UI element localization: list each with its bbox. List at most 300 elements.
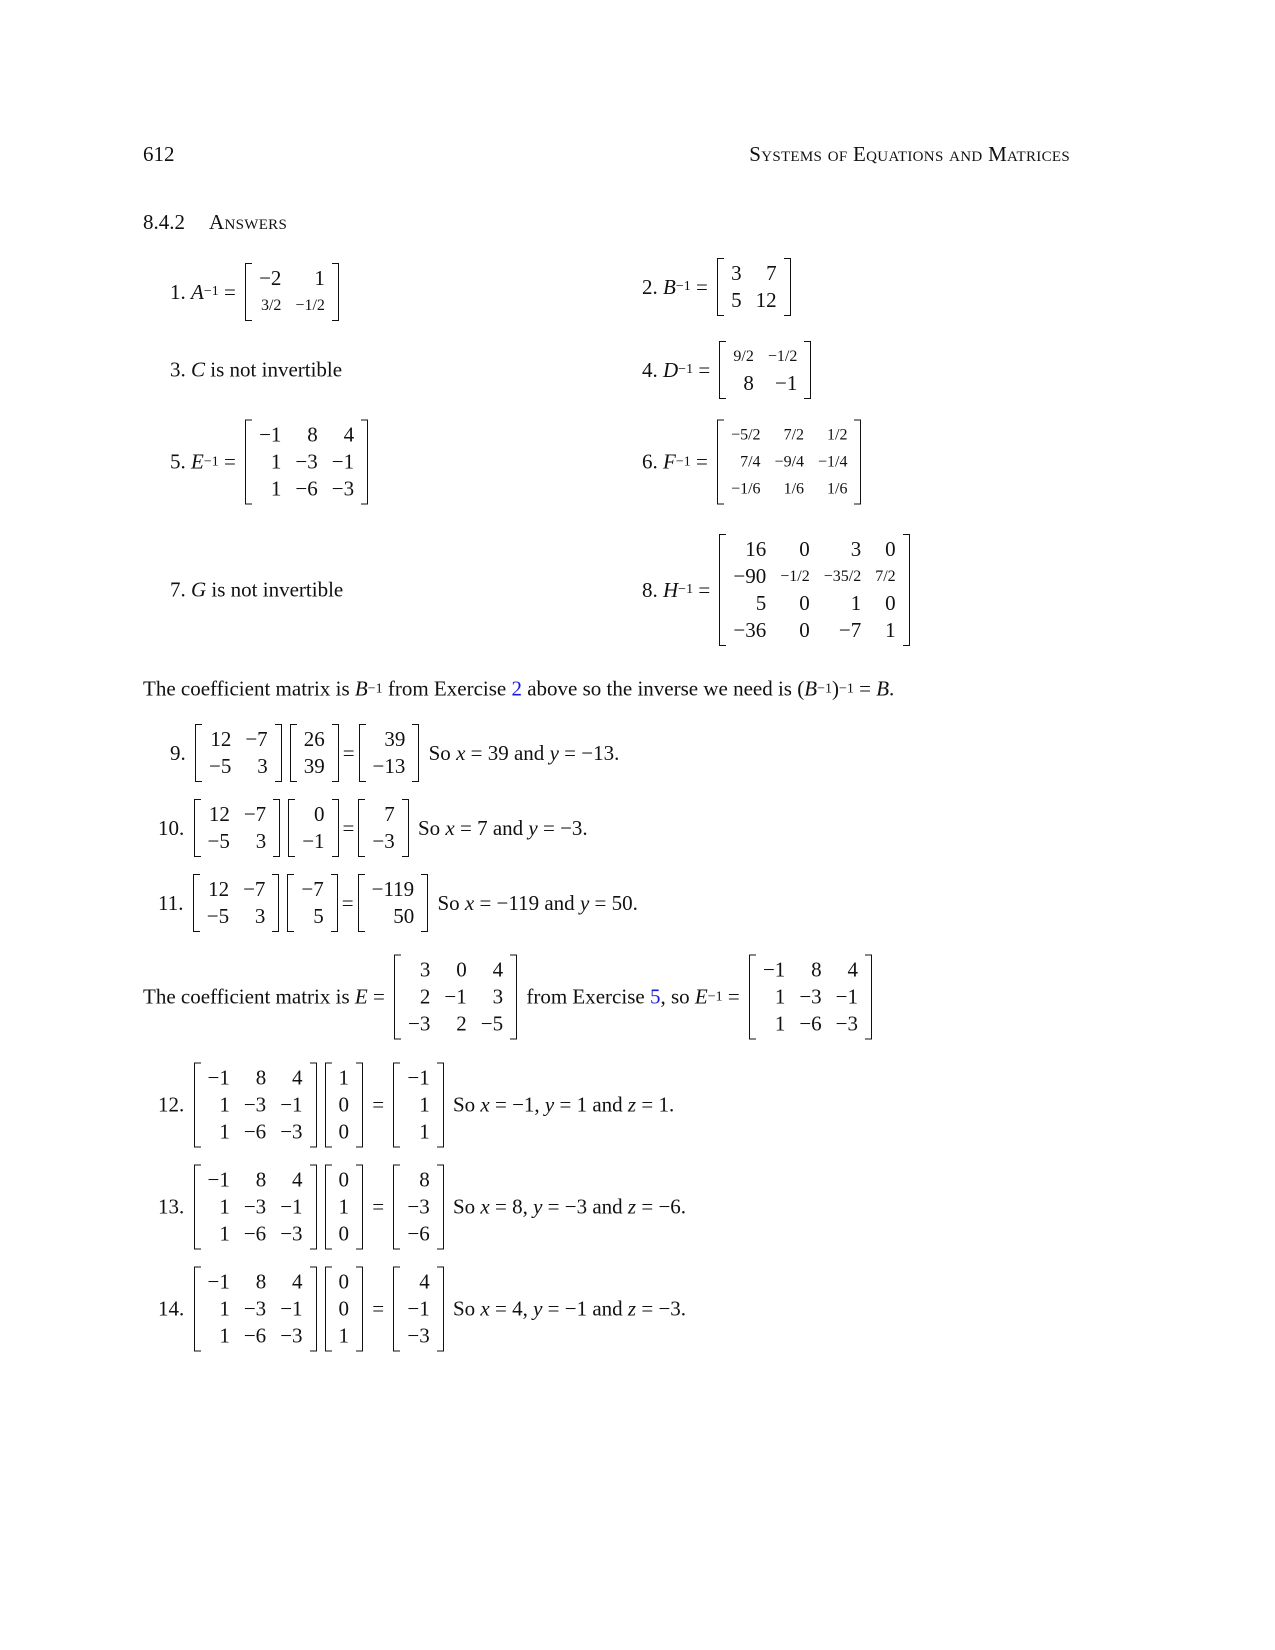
matrix-body: [724, 260, 784, 314]
left-bracket: [287, 874, 294, 932]
matrix-entry: −6: [407, 1221, 430, 1246]
matrix-entry: −3: [407, 1194, 430, 1219]
matrix-fraction-entry: −1/2: [780, 568, 810, 585]
matrix-entry: −6: [243, 1323, 267, 1348]
matrix-row: [252, 422, 361, 449]
math-variable: E: [191, 449, 204, 474]
matrix-row: [252, 265, 332, 292]
matrix-entry: 0: [885, 537, 896, 561]
left-bracket: [325, 1165, 332, 1250]
matrix-entry: −36: [733, 618, 767, 642]
matrix-entry: 0: [338, 1092, 350, 1117]
matrix-body: [756, 957, 865, 1038]
text: , so: [660, 984, 695, 1009]
matrix-row: [202, 726, 275, 753]
left-bracket: [719, 534, 726, 646]
matrix-entry: 39: [384, 727, 406, 751]
matrix: [325, 1267, 364, 1352]
left-bracket: [325, 1063, 332, 1148]
matrix-body: [294, 876, 330, 930]
matrix-fraction-entry: 3/2: [260, 297, 282, 314]
item-label: 6.: [642, 449, 663, 474]
matrix-entry: 1: [338, 1323, 350, 1348]
matrix-fraction-entry: −9/4: [774, 453, 805, 471]
matrix-entry: 4: [847, 957, 858, 982]
text: =: [367, 1296, 390, 1321]
matrix-entry: −3: [295, 449, 318, 474]
text: = 39 and: [465, 740, 550, 765]
matrix-body: [400, 1167, 436, 1248]
matrix: [290, 724, 339, 782]
item-label: 2.: [642, 274, 663, 299]
matrix-entry: 4: [419, 1269, 430, 1294]
left-bracket: [394, 955, 401, 1040]
matrix-row: [724, 476, 854, 503]
answer-8: 8. H −1 = 16 0 3 0 −90 −1/2 −35/2 7/2 5 0 1 0 −36 0 −7 1: [642, 534, 914, 646]
matrix-row: [366, 753, 413, 780]
matrix-body: [365, 876, 422, 930]
answer-6: 6. F −1 = −5/2 7/2 1/2 7/4 −9/4 −1/4 −1/6 1/6 1/6: [642, 420, 865, 505]
matrix: [393, 1063, 443, 1148]
item-label: 11.: [158, 890, 189, 915]
math-variable: B: [876, 676, 890, 701]
matrix-entry: −3: [407, 1323, 430, 1348]
right-bracket: [332, 724, 339, 782]
text: =: [218, 279, 242, 304]
text: = 7 and: [454, 815, 529, 840]
matrix-row: [332, 1269, 357, 1296]
matrix-row: [400, 1269, 436, 1296]
matrix: [393, 1267, 443, 1352]
matrix-body: [724, 422, 854, 503]
matrix-entry: 1: [219, 1119, 230, 1144]
right-bracket: [361, 420, 368, 505]
answer-1: 1. A −1 = −2 1 3/2 −1/2: [170, 263, 343, 321]
matrix-row: [756, 984, 865, 1011]
text: ): [831, 676, 839, 701]
matrix-row: [297, 753, 332, 780]
matrix-entry: 1: [774, 1011, 786, 1036]
matrix-row: [726, 617, 902, 644]
matrix-entry: 1: [850, 591, 862, 615]
matrix-body: [297, 726, 332, 780]
matrix: [287, 874, 337, 932]
matrix: [717, 258, 791, 316]
matrix-entry: 26: [303, 727, 325, 751]
math-variable: B: [354, 676, 368, 701]
matrix-entry: −3: [372, 829, 395, 853]
matrix-entry: 4: [292, 1167, 303, 1192]
matrix-row: [295, 828, 331, 855]
math-variable: A: [191, 279, 204, 304]
matrix-entry: −1: [280, 1296, 303, 1321]
matrix-entry: 3: [492, 984, 504, 1009]
text: = 8,: [489, 1194, 534, 1219]
matrix-row: [294, 903, 330, 930]
text: =: [693, 357, 716, 382]
matrix-entry: 0: [338, 1269, 350, 1294]
matrix-entry: 8: [255, 1167, 267, 1192]
math-variable: z: [627, 1194, 637, 1219]
matrix-row: [332, 1296, 357, 1323]
matrix-fraction-entry: −1/2: [295, 297, 325, 314]
left-bracket: [325, 1267, 332, 1352]
matrix: [194, 1063, 317, 1148]
matrix: [719, 341, 811, 399]
math-variable: y: [533, 1296, 543, 1321]
matrix-entry: 3: [419, 957, 431, 982]
matrix-entry: −1: [280, 1092, 303, 1117]
left-bracket: [749, 955, 756, 1040]
text: The coefficient matrix is: [143, 676, 355, 701]
matrix-entry: 0: [799, 537, 810, 561]
matrix-entry: 1: [314, 266, 325, 290]
text: So: [447, 1092, 481, 1117]
matrix: [194, 1165, 317, 1250]
math-variable: G: [191, 577, 207, 602]
text: =: [853, 676, 877, 701]
item-label: 1.: [170, 279, 191, 304]
matrix-body: [332, 1167, 357, 1248]
matrix-entry: 2: [419, 984, 431, 1009]
matrix: [749, 955, 872, 1040]
text: So: [447, 1194, 481, 1219]
matrix-row: [294, 876, 330, 903]
matrix: [288, 799, 338, 857]
matrix-body: [201, 1065, 310, 1146]
left-bracket: [245, 420, 252, 505]
matrix-fraction-entry: 7/2: [783, 426, 805, 444]
matrix-entry: −7: [243, 877, 266, 901]
text: =: [341, 890, 354, 915]
matrix-entry: −90: [733, 564, 767, 588]
matrix-row: [252, 449, 361, 476]
matrix-row: [726, 590, 902, 617]
matrix-body: [332, 1065, 357, 1146]
item-label: 12.: [158, 1092, 190, 1117]
math-variable: E: [694, 984, 708, 1009]
matrix-row: [400, 1221, 436, 1248]
item-label: 5.: [170, 449, 191, 474]
matrix-row: [400, 1065, 436, 1092]
answer-9: [170, 724, 619, 782]
matrix-fraction-entry: −5/2: [731, 426, 761, 444]
matrix-row: [332, 1221, 357, 1248]
text: =: [342, 740, 355, 765]
text: is not invertible: [205, 357, 343, 382]
matrix-row: [200, 876, 273, 903]
section-heading: [143, 210, 287, 235]
matrix-entry: 0: [799, 591, 810, 615]
math-variable: z: [627, 1296, 637, 1321]
matrix-entry: −1: [207, 1167, 230, 1192]
matrix-entry: 4: [492, 957, 504, 982]
matrix-body: [332, 1269, 357, 1350]
item-label: 9.: [170, 740, 191, 765]
matrix-entry: 0: [456, 957, 467, 982]
math-variable: y: [544, 1092, 555, 1117]
matrix-fraction-entry: 1/6: [783, 480, 805, 498]
matrix-fraction-entry: 7/2: [875, 568, 896, 585]
matrix-entry: −1: [775, 371, 798, 395]
matrix-entry: −3: [799, 984, 822, 1009]
matrix-row: [365, 876, 422, 903]
answer-5: 5. E −1 = −1 8 4 1 −3 −1 1 −6 −3: [170, 420, 372, 505]
paragraph-e-matrix: The coefficient matrix is E = 3 0 4 2 −1 3 −3 2 −5 from Exercise 5 , so E −1 = −1 8 4 1 −3 −1 1 −6 −3: [143, 955, 876, 1040]
matrix-row: [252, 476, 361, 503]
text: =: [367, 1092, 390, 1117]
matrix-row: [332, 1167, 357, 1194]
left-bracket: [194, 1165, 201, 1250]
matrix-row: [724, 422, 854, 449]
matrix-entry: −3: [243, 1092, 267, 1117]
matrix-row: [400, 1296, 436, 1323]
matrix-entry: 7: [384, 802, 395, 826]
left-bracket: [393, 1063, 400, 1148]
math-variable: F: [663, 449, 676, 474]
right-bracket: [854, 420, 861, 505]
matrix-body: [365, 801, 401, 855]
left-bracket: [194, 1063, 201, 1148]
item-label: 4.: [642, 357, 663, 382]
matrix-body: [201, 1167, 310, 1248]
right-bracket: [903, 534, 910, 646]
matrix: [393, 1165, 443, 1250]
math-variable: x: [464, 890, 475, 915]
matrix-entry: −6: [799, 1011, 822, 1036]
math-variable: E: [354, 984, 368, 1009]
matrix-entry: 0: [338, 1119, 350, 1144]
matrix-entry: −1: [407, 1065, 430, 1090]
item-label: 3.: [170, 357, 191, 382]
matrix-row: [201, 828, 274, 855]
left-bracket: [194, 1267, 201, 1352]
matrix-fraction-entry: −1/4: [818, 453, 848, 471]
matrix-row: [201, 801, 274, 828]
math-variable: x: [480, 1092, 490, 1117]
matrix-body: [400, 1065, 436, 1146]
matrix-fraction-entry: 1/2: [827, 426, 848, 444]
matrix-fraction-entry: 1/6: [827, 480, 848, 498]
page-number: 612: [143, 142, 175, 166]
right-bracket: [421, 874, 428, 932]
left-bracket: [195, 724, 202, 782]
matrix-row: [200, 903, 273, 930]
matrix-entry: 1: [219, 1296, 230, 1321]
matrix-row: [332, 1323, 357, 1350]
text: So: [432, 890, 465, 915]
answer-14: [158, 1267, 686, 1352]
matrix-entry: −5: [209, 754, 232, 778]
right-bracket: [272, 874, 279, 932]
matrix-fraction-entry: 9/2: [733, 348, 754, 365]
math-variable: x: [480, 1194, 490, 1219]
matrix-entry: −1: [207, 1065, 230, 1090]
matrix-body: [200, 876, 273, 930]
matrix-entry: −6: [295, 476, 318, 501]
text: = 50.: [589, 890, 638, 915]
matrix-entry: 1: [219, 1323, 230, 1348]
matrix-entry: −5: [480, 1011, 504, 1036]
matrix-entry: −13: [372, 754, 406, 778]
matrix: [358, 874, 429, 932]
right-bracket: [412, 724, 419, 782]
matrix-entry: 8: [811, 957, 822, 982]
matrix-row: [201, 1167, 310, 1194]
matrix-entry: 1: [270, 449, 282, 474]
matrix-row: [756, 957, 865, 984]
matrix-entry: 0: [799, 618, 810, 642]
left-bracket: [290, 724, 297, 782]
text: from Exercise: [521, 984, 650, 1009]
text: from Exercise: [382, 676, 512, 701]
answer-12: [158, 1063, 674, 1148]
matrix-entry: −1: [407, 1296, 430, 1321]
matrix-entry: 8: [743, 371, 754, 395]
text: .: [889, 676, 895, 701]
right-bracket: [356, 1063, 363, 1148]
matrix-entry: −119: [371, 877, 415, 901]
matrix-row: [332, 1194, 357, 1221]
matrix-body: [726, 343, 804, 397]
matrix: [717, 420, 861, 505]
matrix-entry: 3: [255, 829, 267, 853]
matrix-fraction-entry: −35/2: [823, 568, 862, 585]
matrix-entry: −3: [243, 1194, 267, 1219]
text: = −3 and: [542, 1194, 628, 1219]
matrix-body: [202, 726, 275, 780]
matrix-entry: 8: [307, 422, 318, 447]
text: = 1.: [636, 1092, 675, 1117]
section-number: 8.4.2: [143, 210, 185, 234]
item-label: 14.: [158, 1296, 190, 1321]
matrix-row: [724, 449, 854, 476]
matrix-row: [726, 563, 902, 590]
matrix-body: [400, 1269, 436, 1350]
item-label: 10.: [158, 815, 190, 840]
matrix-entry: 4: [292, 1065, 303, 1090]
matrix-entry: −1: [331, 449, 355, 474]
matrix-row: [400, 1167, 436, 1194]
matrix-row: [332, 1119, 357, 1146]
left-bracket: [194, 799, 201, 857]
math-variable: x: [456, 740, 466, 765]
matrix-entry: −7: [245, 727, 268, 751]
matrix-entry: −6: [243, 1119, 267, 1144]
matrix-entry: −3: [280, 1323, 303, 1348]
matrix-row: [201, 1221, 310, 1248]
matrix-fraction-entry: −1/2: [767, 348, 798, 365]
text: above so the inverse we need is (: [521, 676, 805, 701]
matrix-body: [366, 726, 413, 780]
matrix-row: [201, 1194, 310, 1221]
text: = 1 and: [554, 1092, 628, 1117]
math-variable: C: [191, 357, 206, 382]
matrix-entry: 3: [254, 904, 266, 928]
right-bracket: [356, 1165, 363, 1250]
right-bracket: [273, 799, 280, 857]
matrix-entry: −6: [243, 1221, 267, 1246]
matrix-entry: 1: [774, 984, 786, 1009]
matrix-entry: 12: [755, 288, 777, 312]
matrix-entry: 12: [210, 727, 232, 751]
matrix-entry: −1: [207, 1269, 230, 1294]
math-variable: y: [549, 740, 559, 765]
matrix-row: [400, 1323, 436, 1350]
answer-2: 2. B −1 = 3 7 5 12: [642, 258, 795, 316]
text: =: [367, 984, 391, 1009]
left-bracket: [393, 1267, 400, 1352]
matrix-entry: −1: [835, 984, 858, 1009]
matrix-entry: −2: [259, 266, 282, 290]
matrix-entry: 8: [255, 1269, 267, 1294]
matrix-row: [401, 1011, 510, 1038]
matrix-row: [401, 957, 510, 984]
matrix-entry: 50: [393, 904, 415, 928]
exercise-link[interactable]: 5: [649, 984, 661, 1009]
text: = 4,: [489, 1296, 534, 1321]
right-bracket: [402, 799, 409, 857]
matrix-entry: −1: [280, 1194, 303, 1219]
matrix-row: [400, 1194, 436, 1221]
matrix-entry: 5: [731, 288, 742, 312]
matrix-row: [202, 753, 275, 780]
matrix-entry: 0: [338, 1221, 350, 1246]
matrix-row: [365, 903, 422, 930]
matrix-body: [401, 957, 510, 1038]
answer-7: [170, 578, 343, 603]
matrix: [195, 724, 282, 782]
text: So: [412, 815, 446, 840]
matrix-entry: 12: [208, 877, 230, 901]
matrix-entry: −3: [835, 1011, 858, 1036]
matrix-row: [365, 801, 401, 828]
matrix-entry: −5: [207, 829, 230, 853]
matrix-entry: 1: [419, 1092, 430, 1117]
matrix: [194, 1267, 317, 1352]
left-bracket: [245, 263, 252, 321]
right-bracket: [356, 1267, 363, 1352]
matrix-entry: 16: [745, 537, 767, 561]
matrix-row: [201, 1065, 310, 1092]
matrix-body: [252, 422, 361, 503]
item-label: 7.: [170, 577, 191, 602]
right-bracket: [332, 263, 339, 321]
math-variable: B: [663, 274, 676, 299]
matrix-body: [726, 536, 902, 644]
right-bracket: [437, 1063, 444, 1148]
left-bracket: [288, 799, 295, 857]
matrix-row: [724, 287, 784, 314]
matrix-row: [201, 1119, 310, 1146]
right-bracket: [437, 1267, 444, 1352]
exercise-link[interactable]: 2: [511, 676, 522, 701]
text: So: [423, 740, 457, 765]
matrix-row: [201, 1296, 310, 1323]
text: So: [447, 1296, 481, 1321]
text: = −6.: [636, 1194, 687, 1219]
text: =: [690, 274, 714, 299]
right-bracket: [510, 955, 517, 1040]
matrix-row: [332, 1065, 357, 1092]
text: = −13.: [558, 740, 620, 765]
matrix-fraction-entry: −1/6: [731, 480, 761, 498]
matrix-entry: 3: [257, 754, 268, 778]
math-variable: x: [480, 1296, 490, 1321]
matrix-entry: 12: [208, 802, 230, 826]
matrix-entry: 0: [314, 802, 325, 826]
matrix: [358, 799, 408, 857]
